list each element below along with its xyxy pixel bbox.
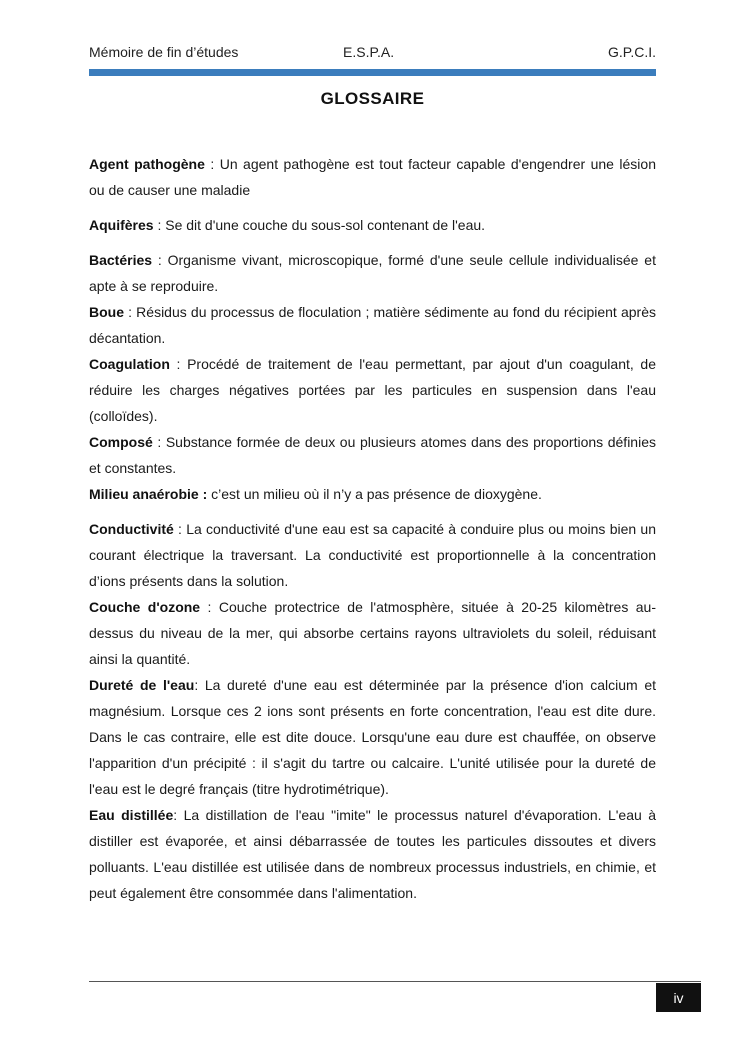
glossary-definition: : Couche protectrice de l'atmosphère, située à 20-25 kilomètres au-dessus du niveau de la mer, qui absorbe certains rayons ultraviolets du soleil, réduisant ainsi la quantité. [89, 599, 656, 667]
glossary-entry [89, 429, 656, 481]
page-header [89, 44, 656, 64]
header-center-text: E.S.P.A. [343, 44, 395, 60]
header-right-text: G.P.C.I. [608, 44, 656, 60]
header-left-text: Mémoire de fin d’études [89, 44, 239, 60]
glossary-term: Aquifères [89, 217, 154, 233]
footer-rule [89, 981, 701, 982]
glossary-content [89, 151, 656, 906]
glossary-term: Conductivité [89, 521, 174, 537]
glossary-term: Agent pathogène [89, 156, 205, 172]
glossary-definition: : La distillation de l'eau "imite" le processus naturel d'évaporation. L'eau à distiller est évaporée, et ainsi débarrassée de toutes les particules dissoutes et divers polluants. L'eau distillée est utilisée dans de nombreux processus industriels, en chimie, et peut également être consommée dans l'alimentation. [89, 807, 657, 901]
glossary-entry [89, 151, 656, 203]
glossary-entry [89, 212, 656, 238]
page-number-badge [656, 983, 701, 1012]
glossary-definition: c’est un milieu où il n’y a pas présence de dioxygène. [207, 486, 542, 502]
glossary-definition: : Un agent pathogène est tout facteur capable d'engendrer une lésion ou de causer une maladie [89, 156, 656, 198]
glossary-entry [89, 516, 656, 594]
glossary-entry [89, 594, 656, 672]
page-title-text: GLOSSAIRE [320, 89, 425, 108]
glossary-definition: : La dureté d'une eau est déterminée par la présence d'ion calcium et magnésium. Lorsque ces 2 ions sont présents en forte concentration, l'eau est dite dure. Dans le cas contraire, elle est dite douce. Lorsqu'une eau dure est chauffée, on observe l'apparition d'un précipité : il s'agit du tartre ou calcaire. L'unité utilisée pour la dureté de l'eau est le degré français (titre hydrotimétrique). [89, 677, 656, 797]
glossary-term: Coagulation [89, 356, 170, 372]
glossary-definition: : Résidus du processus de floculation ; matière sédimente au fond du récipient après décantation. [89, 304, 656, 346]
glossary-entry [89, 481, 656, 507]
glossary-term: Composé [89, 434, 153, 450]
glossary-term: Milieu anaérobie : [89, 486, 208, 502]
page-title [0, 89, 745, 109]
glossary-entry [89, 299, 656, 351]
glossary-definition: : Organisme vivant, microscopique, formé d'une seule cellule individualisée et apte à se reproduire. [89, 252, 656, 294]
glossary-term: Dureté de l'eau [89, 677, 195, 693]
glossary-term: Couche d'ozone [89, 599, 201, 615]
glossary-definition: : La conductivité d'une eau est sa capacité à conduire plus ou moins bien un courant électrique la traversant. La conductivité est proportionnelle à la concentration d’ions présents dans la solution. [89, 521, 656, 589]
glossary-entry [89, 672, 656, 802]
glossary-term: Eau distillée [89, 807, 174, 823]
glossary-entry [89, 247, 656, 299]
page-number: iv [673, 989, 684, 1006]
header-rule [89, 69, 656, 76]
glossary-definition: : Procédé de traitement de l'eau permettant, par ajout d'un coagulant, de réduire les charges négatives portées par les particules en suspension dans l'eau (colloïdes). [89, 356, 656, 424]
glossary-term: Boue [89, 304, 124, 320]
glossary-term: Bactéries [89, 252, 153, 268]
glossary-entry [89, 802, 656, 906]
glossary-definition: : Se dit d'une couche du sous-sol contenant de l'eau. [153, 217, 486, 233]
glossary-definition: : Substance formée de deux ou plusieurs atomes dans des proportions définies et constantes. [89, 434, 656, 476]
glossary-entry [89, 351, 656, 429]
